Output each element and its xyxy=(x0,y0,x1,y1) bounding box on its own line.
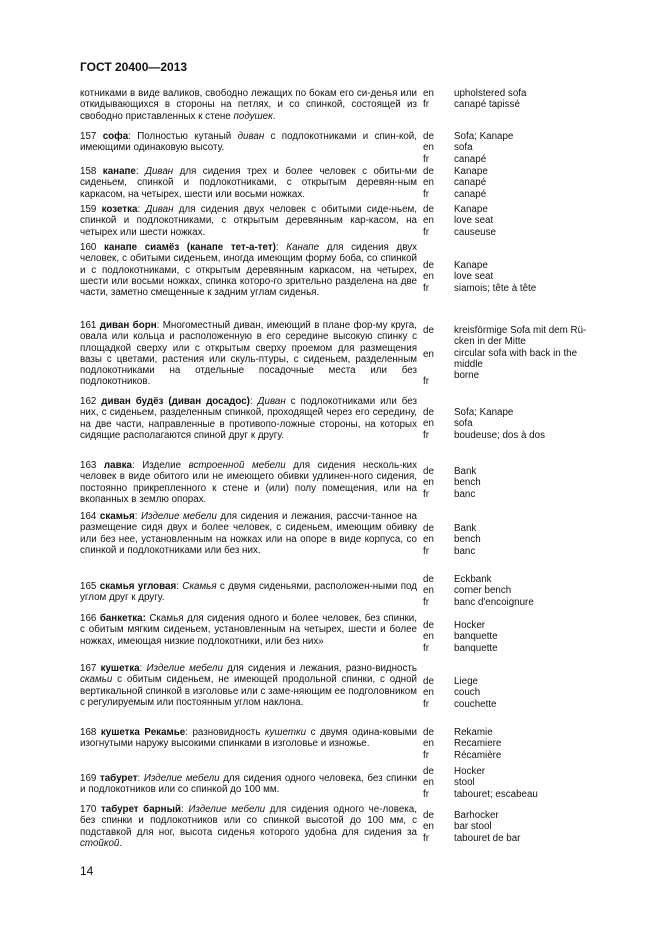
equivalent-term: middle xyxy=(454,358,483,370)
definition-text: 157 xyxy=(80,131,103,142)
equivalent-term: Bank xyxy=(454,466,477,477)
definition-text: 168 xyxy=(80,727,101,738)
language-code: de xyxy=(423,523,434,534)
definition-text: 164 xyxy=(80,511,100,522)
foreign-equivalents xyxy=(454,166,604,200)
definition-text: . xyxy=(119,837,123,849)
term-reference: кушетки xyxy=(264,727,307,738)
equivalent-term: Kanape xyxy=(454,260,488,271)
language-code: en xyxy=(423,821,434,833)
language-codes xyxy=(423,260,445,294)
equivalent-term: siamois; tête à tête xyxy=(454,282,537,294)
language-codes xyxy=(423,131,445,165)
language-code: en xyxy=(423,631,434,643)
document-header: ГОСТ 20400—2013 xyxy=(80,60,188,74)
language-code: fr xyxy=(423,153,429,165)
term-name: кушетка xyxy=(100,663,140,674)
foreign-equivalents xyxy=(454,131,604,165)
term-name: скамья xyxy=(99,511,135,522)
language-code: en xyxy=(423,777,434,789)
definition-text: с подлокотниками или без них, с сиденьем, разделенным спинкой, проходящей через его середину, на две части, направленные в противопо-ложные стороны, на которых сидящие располагаются спиной друг к другу. xyxy=(80,396,417,441)
term-definition xyxy=(80,131,417,154)
term-reference: Диван xyxy=(257,396,286,407)
definition-text: 170 xyxy=(80,804,101,815)
language-code: fr xyxy=(423,188,429,200)
definition-text: : xyxy=(249,396,258,407)
equivalent-term: Bank xyxy=(454,523,477,534)
equivalent-term: canapé tapissé xyxy=(454,99,520,111)
language-code: fr xyxy=(423,832,429,844)
language-code: fr xyxy=(423,488,429,500)
term-name: канапе сиамёз (канапе тет-а-тет) xyxy=(104,242,276,253)
language-codes xyxy=(423,466,445,500)
equivalent-term: causeuse xyxy=(454,226,496,238)
definition-text: : xyxy=(180,804,189,815)
definition-text: 165 xyxy=(80,581,100,592)
language-code: fr xyxy=(423,545,429,557)
definition-text: : xyxy=(275,242,287,253)
term-definition xyxy=(80,773,417,796)
language-code: de xyxy=(423,131,434,142)
language-code: en xyxy=(423,215,434,227)
term-reference: Диван xyxy=(145,204,174,215)
equivalent-term: corner bench xyxy=(454,585,512,597)
term-reference: диван xyxy=(237,131,265,142)
term-name: диван борн xyxy=(99,320,157,331)
foreign-equivalents xyxy=(454,466,604,500)
term-name: банкетка: xyxy=(99,613,146,624)
equivalent-term: canapé xyxy=(454,188,487,200)
language-code: en xyxy=(423,142,434,154)
definition-text: : Многоместный диван, имеющий в плане фор-му круга, овала или кольца и расположенную в его середине высокую спинку с площадкой сверху или с открытым сверху проемом для размещения вазы с цветами, растения или скуль-птуры, с сиденьем, разделенным подлокотниками на отдельные посадочные места или без подлокотников. xyxy=(80,320,417,388)
language-codes xyxy=(423,766,445,800)
term-reference: Канапе xyxy=(286,242,320,253)
language-code: de xyxy=(423,766,434,777)
term-reference: Изделие мебели xyxy=(143,773,220,784)
equivalent-term: banc xyxy=(454,545,476,557)
term-definition xyxy=(80,204,417,238)
definition-text: : xyxy=(137,773,144,784)
equivalent-term: bench xyxy=(454,534,481,546)
language-codes xyxy=(423,204,445,238)
foreign-equivalents xyxy=(454,620,604,654)
term-definition xyxy=(80,166,417,200)
equivalent-term: cken in der Mitte xyxy=(454,336,526,348)
definition-text: 160 xyxy=(80,242,104,253)
language-code: en xyxy=(423,687,434,699)
definition-text: : xyxy=(176,581,183,592)
equivalent-term: banc d'encoignure xyxy=(454,596,534,608)
term-definition xyxy=(80,613,417,647)
foreign-equivalents xyxy=(454,676,604,710)
language-code: en xyxy=(423,88,434,99)
definition-text: для сидения одного че-ловека, без спинки и подлокотников или со спинкой высотой до 100 мм, с подставкой для ног, высота сиденья которого удобна для сидения за xyxy=(80,804,417,838)
definition-text: Скамья для сидения одного и более человек, без спинки, с обитым мягким сиденьем, установленным на четырех, шести и более ножках, имеющая низкие подлокотники, или без них» xyxy=(80,613,417,647)
term-reference: стойкой xyxy=(80,837,120,849)
language-code: de xyxy=(423,466,434,477)
foreign-equivalents xyxy=(454,325,604,381)
definition-text: 167 xyxy=(80,663,101,674)
term-definition xyxy=(80,663,417,708)
equivalent-term: love seat xyxy=(454,215,494,227)
foreign-equivalents xyxy=(454,204,604,238)
definition-text: 162 xyxy=(80,396,102,407)
language-code: en xyxy=(423,177,434,189)
language-codes xyxy=(423,523,445,557)
language-codes xyxy=(423,620,445,654)
equivalent-term: bar stool xyxy=(454,821,492,833)
term-reference: Изделие мебели xyxy=(188,804,266,815)
language-code: fr xyxy=(423,749,429,761)
equivalent-term: upholstered sofa xyxy=(454,88,527,99)
term-reference: встроенной мебели xyxy=(188,460,286,471)
equivalent-term: sofa xyxy=(454,142,473,154)
foreign-equivalents xyxy=(454,88,604,111)
definition-text: с двумя одина-ковыми изогнутыми наружу высокими спинками в изголовье и изножье. xyxy=(80,727,417,750)
term-definition xyxy=(80,804,417,849)
language-code: fr xyxy=(423,596,429,608)
foreign-equivalents xyxy=(454,810,604,844)
term-name: лавка xyxy=(103,460,132,471)
language-codes xyxy=(423,88,445,111)
term-name: козетка xyxy=(101,204,138,215)
language-code: de xyxy=(423,727,434,738)
equivalent-term: Rekamie xyxy=(454,727,493,738)
equivalent-term: sofa xyxy=(454,418,473,430)
equivalent-term: couchette xyxy=(454,698,497,710)
term-definition xyxy=(80,581,417,604)
term-definition xyxy=(80,460,417,505)
language-code: de xyxy=(423,260,434,271)
equivalent-term: Hocker xyxy=(454,620,486,631)
term-definition xyxy=(80,727,417,750)
definition-text: для сидения несколь-ких человек в виде обитого или не имеющего обивки удлинен-ного сидения, постоянно прикрепленного к стене и (или) полу помещения, или на вкопанных в землю опорах. xyxy=(80,460,417,505)
definition-text: : xyxy=(134,511,142,522)
term-name: табурет барный xyxy=(100,804,181,815)
term-reference: Изделие мебели xyxy=(141,511,217,522)
definition-text: для сидения и лежания, разно-видность xyxy=(222,663,417,674)
term-reference: подушек xyxy=(233,110,273,122)
term-name: кушетка Рекамье xyxy=(100,727,186,738)
term-reference: Диван xyxy=(145,166,174,177)
language-code: en xyxy=(423,585,434,597)
definition-text: для сидения двух человек, с обитыми сиденьем, иногда имеющим форму боба, со спинкой и с подлокотниками, с открытым деревянным каркасом, на четырех, шести или восьми ножках, спинка которо-го зрительно разделена на две части, заметно смещенные к задним углам сиденья. xyxy=(80,242,417,299)
equivalent-term: Kanape xyxy=(454,204,488,215)
term-definition xyxy=(80,88,417,122)
language-code: en xyxy=(423,534,434,546)
language-code: fr xyxy=(423,99,429,111)
definition-text: для сидения двух человек с обитыми сиде-ньем, спинкой и подлокотниками, с открытым деревянным кар-касом, на четырех или шести ножках. xyxy=(80,204,417,238)
equivalent-term: Eckbank xyxy=(454,574,492,585)
definition-text: 159 xyxy=(80,204,102,215)
definition-text: : разновидность xyxy=(185,727,265,738)
language-code: fr xyxy=(423,642,429,654)
definition-text: : Изделие xyxy=(131,460,189,471)
page-number: 14 xyxy=(80,864,94,878)
equivalent-term: canapé xyxy=(454,153,487,165)
equivalent-term: banc xyxy=(454,488,476,500)
language-code: de xyxy=(423,676,434,687)
term-definition xyxy=(80,396,417,441)
definition-text: 169 xyxy=(80,773,100,784)
language-code: fr xyxy=(423,788,429,800)
language-code: fr xyxy=(423,376,429,387)
language-code: de xyxy=(423,204,434,215)
language-code: de xyxy=(423,810,434,821)
equivalent-term: Hocker xyxy=(454,766,486,777)
language-codes xyxy=(423,166,445,200)
language-codes xyxy=(423,676,445,710)
equivalent-term: Barhocker xyxy=(454,810,499,821)
term-reference: Изделие мебели xyxy=(146,663,223,674)
term-reference: скамьи xyxy=(80,674,113,686)
term-definition xyxy=(80,242,417,298)
language-code: fr xyxy=(423,282,429,294)
equivalent-term: Sofa; Kanape xyxy=(454,407,514,418)
foreign-equivalents xyxy=(454,574,604,608)
equivalent-term: banquette xyxy=(454,642,498,654)
language-code: de xyxy=(423,166,434,177)
definition-text: для сидения трех и более человек с обиты-ми сиденьем, спинкой и подлокотниками, с открытым деревян-ным каркасом, на четырех, шести или восьми ножках. xyxy=(80,166,417,200)
language-code: en xyxy=(423,477,434,489)
equivalent-term: Sofa; Kanape xyxy=(454,131,514,142)
definition-text: с подлокотниками и спин-кой, имеющими одинаковую высоту. xyxy=(80,131,417,154)
equivalent-term: stool xyxy=(454,777,475,789)
language-codes xyxy=(423,407,445,441)
definition-text: котниками в виде валиков, свободно лежащих по бокам его си-денья или откидывающихся в стороны на петлях, и со спинкой, состоящей из свободно приставленных к стене xyxy=(80,88,417,122)
equivalent-term: Récamière xyxy=(454,749,502,761)
language-codes xyxy=(423,574,445,608)
definition-text: с обитым сиденьем, не имеющей продольной спинки, с одной вертикальной спинкой в изголовье или с заме-няющим ее подголовником с регулируемым или постоянным углом наклона. xyxy=(80,674,417,708)
definition-text: 161 xyxy=(80,320,100,331)
term-definition xyxy=(80,511,417,556)
definition-text: . xyxy=(272,110,276,122)
equivalent-term: love seat xyxy=(454,271,494,283)
equivalent-term: couch xyxy=(454,687,481,699)
foreign-equivalents xyxy=(454,407,604,441)
definition-text: 163 xyxy=(80,460,104,471)
term-name: скамья угловая xyxy=(99,581,177,592)
language-codes xyxy=(423,810,445,844)
equivalent-term: bench xyxy=(454,477,481,489)
language-code: fr xyxy=(423,698,429,710)
equivalent-term: banquette xyxy=(454,631,498,643)
equivalent-term: Recamiere xyxy=(454,738,502,750)
language-code: en xyxy=(423,738,434,750)
definition-text: для сидения одного человека, без спинки и подлокотников или со спинкой до 100 мм. xyxy=(80,773,417,796)
language-code: de xyxy=(423,325,434,336)
language-code: de xyxy=(423,620,434,631)
definition-text: : xyxy=(137,204,146,215)
equivalent-term: canapé xyxy=(454,177,487,189)
foreign-equivalents xyxy=(454,523,604,557)
language-code: en xyxy=(423,271,434,283)
foreign-equivalents xyxy=(454,727,604,761)
definition-text: 158 xyxy=(80,166,103,177)
language-code: fr xyxy=(423,429,429,441)
equivalent-term: tabouret de bar xyxy=(454,832,521,844)
definition-text: : xyxy=(135,166,146,177)
equivalent-term: boudeuse; dos à dos xyxy=(454,429,545,441)
equivalent-term: borne xyxy=(454,370,480,382)
equivalent-term: Liege xyxy=(454,676,478,687)
definition-text: с двумя сиденьями, расположен-ными под углом друг к другу. xyxy=(80,581,418,604)
definition-text: для сидения и лежания, рассчи-танное на размещение сидя двух и более человек, с сиденьем, имеющим обивку или без нее, установленным на ножках или на опоре в виде корпуса, со спинкой и подлокотниками или без них. xyxy=(80,511,417,556)
equivalent-term: Kanape xyxy=(454,166,488,177)
term-reference: Скамья xyxy=(182,581,217,592)
term-name: софа xyxy=(102,131,129,142)
definition-text: 166 xyxy=(80,613,100,624)
equivalent-term: circular sofa with back in the xyxy=(454,347,578,359)
term-name: диван будёз (диван досадос) xyxy=(101,396,250,407)
language-code: de xyxy=(423,407,434,418)
language-code: en xyxy=(423,349,434,360)
foreign-equivalents xyxy=(454,766,604,800)
language-code: fr xyxy=(423,226,429,238)
definition-text: : Полностью кутаный xyxy=(128,131,238,142)
definition-text: : xyxy=(139,663,147,674)
term-name: табурет xyxy=(99,773,138,784)
equivalent-term: kreisförmige Sofa mit dem Rü- xyxy=(454,325,587,336)
term-name: канапе xyxy=(102,166,136,177)
language-code: de xyxy=(423,574,434,585)
foreign-equivalents xyxy=(454,260,604,294)
equivalent-term: tabouret; escabeau xyxy=(454,788,538,800)
language-codes xyxy=(423,727,445,761)
term-definition xyxy=(80,320,417,388)
language-code: en xyxy=(423,418,434,430)
